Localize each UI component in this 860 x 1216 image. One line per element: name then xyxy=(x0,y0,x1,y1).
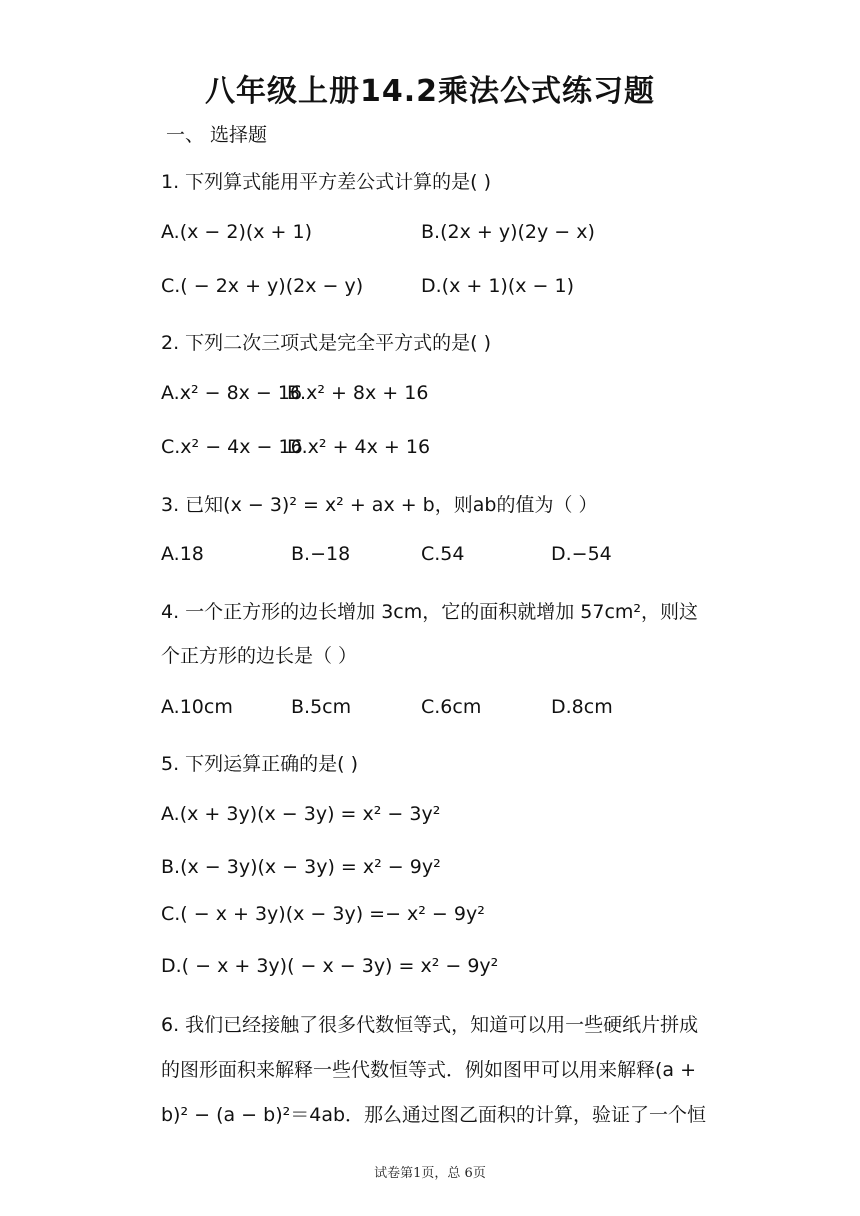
question-4-stem-line-2: 个正方形的边长是（ ） xyxy=(161,645,358,667)
question-3-stem: 3. 已知(x − 3)² = x² + ax + b，则ab的值为（ ） xyxy=(161,494,598,516)
question-1-stem: 1. 下列算式能用平方差公式计算的是( ) xyxy=(161,171,492,193)
question-6-line-3: b)² − (a − b)²＝4ab．那么通过图乙面积的计算，验证了一个恒 xyxy=(161,1104,707,1126)
q1-option-d: D.(x + 1)(x − 1) xyxy=(421,275,574,297)
q3-option-d: D.−54 xyxy=(551,543,612,565)
q5-option-a: A.(x + 3y)(x − 3y) = x² − 3y² xyxy=(161,803,441,825)
q3-option-b: B.−18 xyxy=(291,543,351,565)
question-2-stem: 2. 下列二次三项式是完全平方式的是( ) xyxy=(161,332,492,354)
q2-option-d: D.x² + 4x + 16 xyxy=(287,436,431,458)
question-5-stem: 5. 下列运算正确的是( ) xyxy=(161,753,359,775)
q5-option-d: D.( − x + 3y)( − x − 3y) = x² − 9y² xyxy=(161,955,499,977)
section-heading: 一、 选择题 xyxy=(166,124,268,146)
q1-option-a: A.(x − 2)(x + 1) xyxy=(161,221,313,243)
q3-option-a: A.18 xyxy=(161,543,204,565)
question-6-line-2: 的图形面积来解释一些代数恒等式．例如图甲可以用来解释(a + xyxy=(161,1059,697,1081)
q3-option-c: C.54 xyxy=(421,543,465,565)
q2-option-c: C.x² − 4x − 16 xyxy=(161,436,303,458)
page-title: 八年级上册14.2乘法公式练习题 xyxy=(204,74,656,109)
question-4-stem-line-1: 4. 一个正方形的边长增加 3cm，它的面积就增加 57cm²，则这 xyxy=(161,601,699,623)
page-footer: 试卷第1页，总 6页 xyxy=(374,1166,486,1181)
q4-option-c: C.6cm xyxy=(421,696,482,718)
q4-option-a: A.10cm xyxy=(161,696,233,718)
q5-option-c: C.( − x + 3y)(x − 3y) =− x² − 9y² xyxy=(161,903,485,925)
q1-option-c: C.( − 2x + y)(2x − y) xyxy=(161,275,364,297)
question-6-line-1: 6. 我们已经接触了很多代数恒等式，知道可以用一些硬纸片拼成 xyxy=(161,1014,699,1036)
q1-option-b: B.(2x + y)(2y − x) xyxy=(421,221,595,243)
q5-option-b: B.(x − 3y)(x − 3y) = x² − 9y² xyxy=(161,856,441,878)
q2-option-b: B.x² + 8x + 16 xyxy=(287,382,429,404)
q4-option-b: B.5cm xyxy=(291,696,352,718)
q4-option-d: D.8cm xyxy=(551,696,613,718)
q2-option-a: A.x² − 8x − 16 xyxy=(161,382,303,404)
